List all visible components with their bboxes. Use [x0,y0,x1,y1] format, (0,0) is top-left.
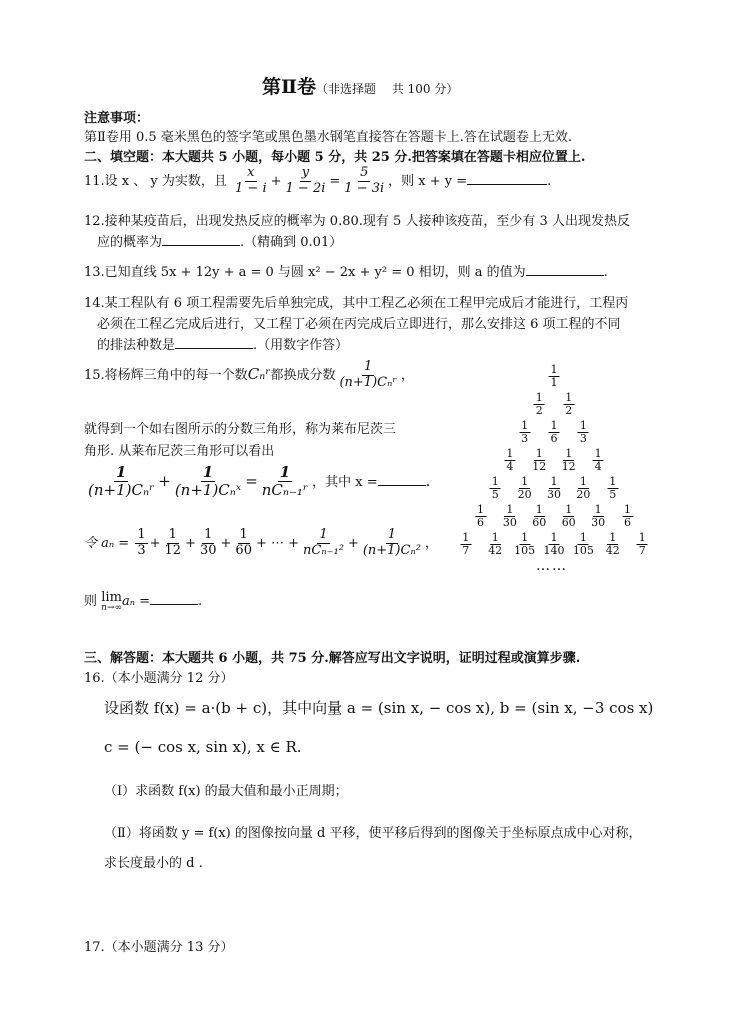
triangle-cell: 1 4 [506,447,514,474]
q15-binomial: Cₙʳ [247,364,271,383]
q11-fraction-2: $\frac{y}{1 - 2i}$ [285,165,326,196]
triangle-cell: 1 12 [561,447,576,474]
question-13: 13.已知直线 5x + 12y + a = 0 与圆 x² − 2x + y² = 0 相切，则 a 的值为 . [84,265,608,280]
notice-heading: 注意事项： [84,111,150,126]
triangle-cell: 1 6 [550,419,558,446]
triangle-cell: 1 6 [477,503,484,530]
triangle-cell: 1 60 [532,503,547,530]
q14-line1: 14.某工程队有 6 项工程需要先后单独完成，其中工程乙必须在工程甲完成后才能进行，工程丙 [84,296,629,311]
triangle-cell: 1 20 [517,475,532,502]
q16-label: 16.（本小题满分 12 分） [84,671,234,686]
triangle-cell: 1 5 [609,475,617,502]
section3-heading: 三、解答题：本大题共 6 小题，共 75 分.解答应写出文字说明，证明过程或演算步骤. [84,651,581,666]
leibniz-triangle [452,364,682,578]
triangle-cell: 1 3 [521,419,529,446]
triangle-cell: 1 12 [532,447,547,474]
q11-suffix: ，则 x + y = [388,173,468,189]
triangle-cell: 1 7 [638,531,646,558]
section2-heading: 二、填空题：本大题共 5 小题，每小题 5 分，共 25 分.把答案填在答题卡相应位置上. [84,150,586,165]
page-title [262,72,458,99]
question-14-line3: 的排法种数是 .（用数字作答） [97,338,349,353]
triangle-cell: 1 42 [488,531,503,558]
question-15-line1: 15.将杨辉三角中的每一个数Cₙʳ都换成分数 $\frac{1}{\text{(n+1)Cₙʳ}}$ ， [84,359,414,390]
q11-fraction-1: $\frac{x}{1 - i}$ [235,165,267,196]
q17-label: 17.（本小题满分 13 分） [84,940,234,955]
q12-line1: 12.接种某疫苗后，出现发热反应的概率为 0.80.现有 5 人接种该疫苗，至少有 3 人出现发热反 [84,214,630,229]
q11-prefix: 11.设 x 、 y 为实数，且 [84,173,227,189]
q13-answer-blank[interactable] [526,274,604,276]
triangle-cell: 1 42 [605,531,620,558]
triangle-cell: 1 4 [594,447,602,474]
question-11: 11.设 x 、 y 为实数，且 $\frac{x}{1 - i}$ + $\frac{y}{1 - 2i}$ = $\frac{5}{1 - 3i}$ ，则 x + y = . [84,165,552,196]
triangle-cell: 1 105 [572,531,594,558]
title-text: 第Ⅱ卷 [262,76,317,98]
q14-answer-blank[interactable] [175,347,253,349]
q11-fraction-3: $\frac{5}{1 - 3i}$ [344,165,385,196]
question-12-line2: 应的概率为 .（精确到 0.01） [97,235,343,250]
q15-line3: 角形. 从莱布尼茨三角形可以看出 [84,444,275,459]
triangle-cell: 1 6 [624,503,631,530]
q15-limit: 则 lim n→∞ aₙ = . [84,589,203,613]
q16-line1: 设函数 f(x) = a·(b + c)，其中向量 a = (sin x, − cos x), b = (sin x, −3 cos x) [104,699,654,717]
q16-part2-line2: 求长度最小的 d . [104,856,203,871]
triangle-cell: 1 20 [576,475,591,502]
q16-part2-line1: （Ⅱ）将函数 y = f(x) 的图像按向量 d 平移，使平移后得到的图像关于坐标原点成中心对称， [104,826,642,841]
q15-line2: 就得到一个如右图所示的分数三角形，称为莱布尼茨三 [84,422,397,437]
triangle-cell: 1 60 [561,503,576,530]
q15-limit-blank[interactable] [150,603,198,605]
triangle-cell: 1 1 [550,363,558,390]
triangle-cell: 1 140 [543,531,565,558]
triangle-cell: 1 7 [462,531,470,558]
q16-part1: （Ⅰ）求函数 f(x) 的最大值和最小正周期； [104,784,348,799]
q15-sequence: 令 aₙ = $\frac{1}{3}$ + $\frac{1}{12}$ + $\frac{1}{30}$ + $\frac{1}{60}$ + ⋯ + $\frac{1}{\text{nCₙ₋₁²}}$ + $\frac{1}{\text{(n+1)Cₙ²}}$ ， [84,527,438,558]
triangle-cell: 1 2 [535,391,543,418]
q15-identity: $\frac{1}{\text{(n+1)Cₙʳ}}$ + $\frac{1}{\text{(n+1)Cₙˣ}}$ = $\frac{1}{\text{nCₙ₋₁ʳ}}$ ，其中 x = . [88,463,431,500]
title-subtitle: （非选择题 共 100 分） [316,82,459,96]
triangle-cell: 1 3 [579,419,587,446]
triangle-cell: 1 5 [491,475,499,502]
triangle-cell: 1 30 [591,503,606,530]
triangle-ellipsis: …… [536,558,568,574]
q15-x-blank[interactable] [378,484,426,486]
triangle-cell: 1 105 [514,531,536,558]
q16-line2: c = (− cos x, sin x), x ∈ R. [104,738,302,756]
triangle-cell: 1 30 [502,503,517,530]
triangle-cell: 1 2 [565,391,573,418]
notice-text: 第Ⅱ卷用 0.5 毫米黑色的签字笔或黑色墨水钢笔直接答在答题卡上.答在试题卷上无效. [84,130,573,145]
q15-fraction: $\frac{1}{\text{(n+1)Cₙʳ}}$ [339,359,397,390]
triangle-cell: 1 30 [547,475,561,502]
q12-answer-blank[interactable] [162,244,240,246]
q11-answer-blank[interactable] [467,183,547,185]
q14-line2: 必须在工程乙完成后进行，又工程丁必须在丙完成后立即进行，那么安排这 6 项工程的不同 [97,317,621,332]
